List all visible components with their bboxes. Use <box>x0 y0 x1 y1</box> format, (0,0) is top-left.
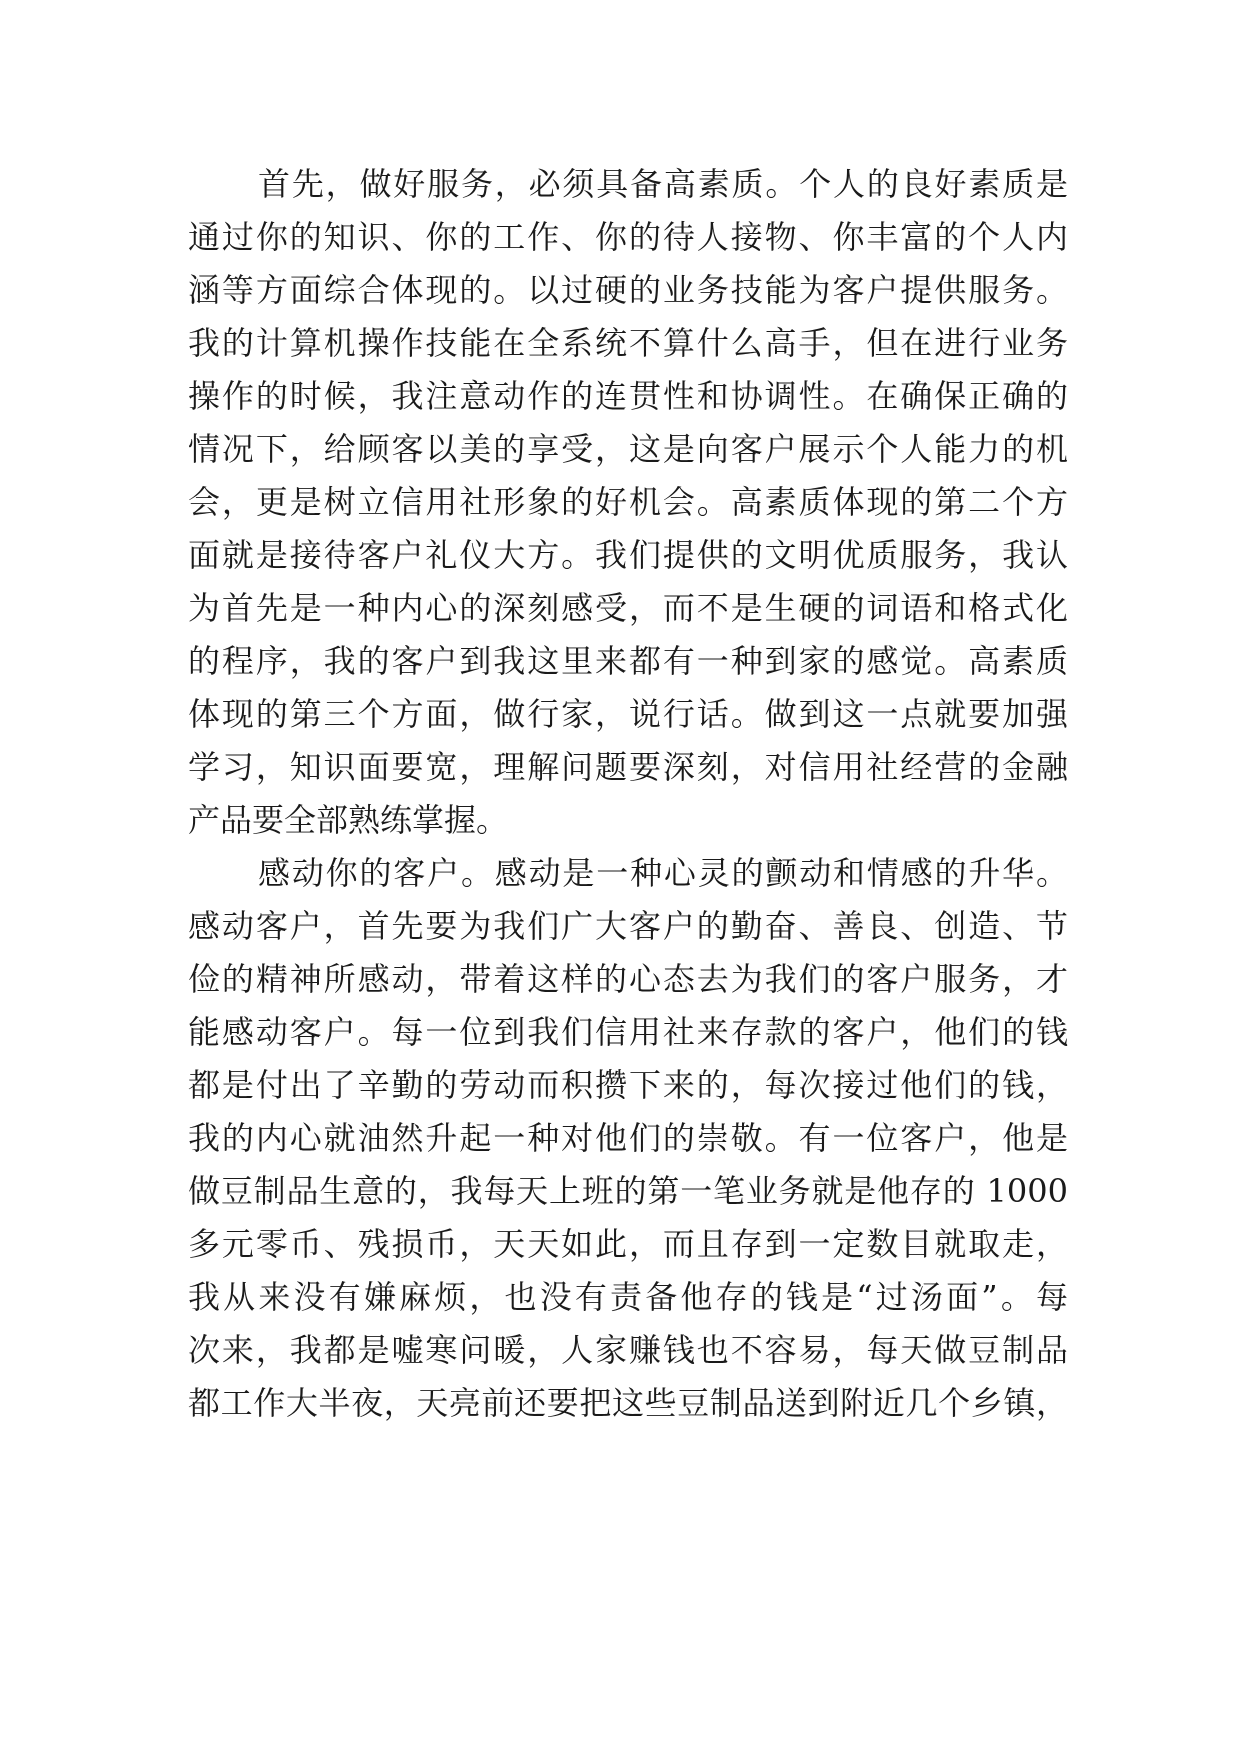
text-line: 做豆制品生意的，我每天上班的第一笔业务就是他存的 1000 <box>188 1172 1068 1210</box>
text-line: 次来，我都是嘘寒问暖，人家赚钱也不容易，每天做豆制品 <box>188 1331 1068 1369</box>
text-line: 产品要全部熟练掌握。 <box>188 801 509 839</box>
text-line: 学习，知识面要宽，理解问题要深刻，对信用社经营的金融 <box>188 748 1068 786</box>
text-line: 的程序，我的客户到我这里来都有一种到家的感觉。高素质 <box>188 642 1068 680</box>
text-line: 都是付出了辛勤的劳动而积攒下来的，每次接过他们的钱， <box>188 1066 1068 1104</box>
text-line: 通过你的知识、你的工作、你的待人接物、你丰富的个人内 <box>188 218 1068 256</box>
text-line: 体现的第三个方面，做行家，说行话。做到这一点就要加强 <box>188 695 1068 733</box>
paragraph-1 <box>188 158 1068 847</box>
text-line: 情况下，给顾客以美的享受，这是向客户展示个人能力的机 <box>188 430 1068 468</box>
text-line: 我的内心就油然升起一种对他们的崇敬。有一位客户，他是 <box>188 1119 1068 1157</box>
text-line: 我从来没有嫌麻烦，也没有责备他存的钱是“过汤面”。每 <box>188 1278 1068 1316</box>
text-line: 面就是接待客户礼仪大方。我们提供的文明优质服务，我认 <box>188 536 1068 574</box>
text-line: 能感动客户。每一位到我们信用社来存款的客户，他们的钱 <box>188 1013 1068 1051</box>
text-line: 首先，做好服务，必须具备高素质。个人的良好素质是 <box>258 165 1068 203</box>
paragraph-2 <box>188 847 1068 1430</box>
text-line: 操作的时候，我注意动作的连贯性和协调性。在确保正确的 <box>188 377 1068 415</box>
text-line: 涵等方面综合体现的。以过硬的业务技能为客户提供服务。 <box>188 271 1068 309</box>
text-line: 都工作大半夜，天亮前还要把这些豆制品送到附近几个乡镇， <box>188 1384 1068 1422</box>
text-line: 俭的精神所感动，带着这样的心态去为我们的客户服务，才 <box>188 960 1068 998</box>
text-line: 感动你的客户。感动是一种心灵的颤动和情感的升华。 <box>258 854 1068 892</box>
text-line: 我的计算机操作技能在全系统不算什么高手，但在进行业务 <box>188 324 1068 362</box>
text-line: 多元零币、残损币，天天如此，而且存到一定数目就取走， <box>188 1225 1068 1263</box>
text-line: 为首先是一种内心的深刻感受，而不是生硬的词语和格式化 <box>188 589 1068 627</box>
text-line: 会，更是树立信用社形象的好机会。高素质体现的第二个方 <box>188 483 1068 521</box>
text-line: 感动客户，首先要为我们广大客户的勤奋、善良、创造、节 <box>188 907 1068 945</box>
document-body <box>188 158 1068 1430</box>
